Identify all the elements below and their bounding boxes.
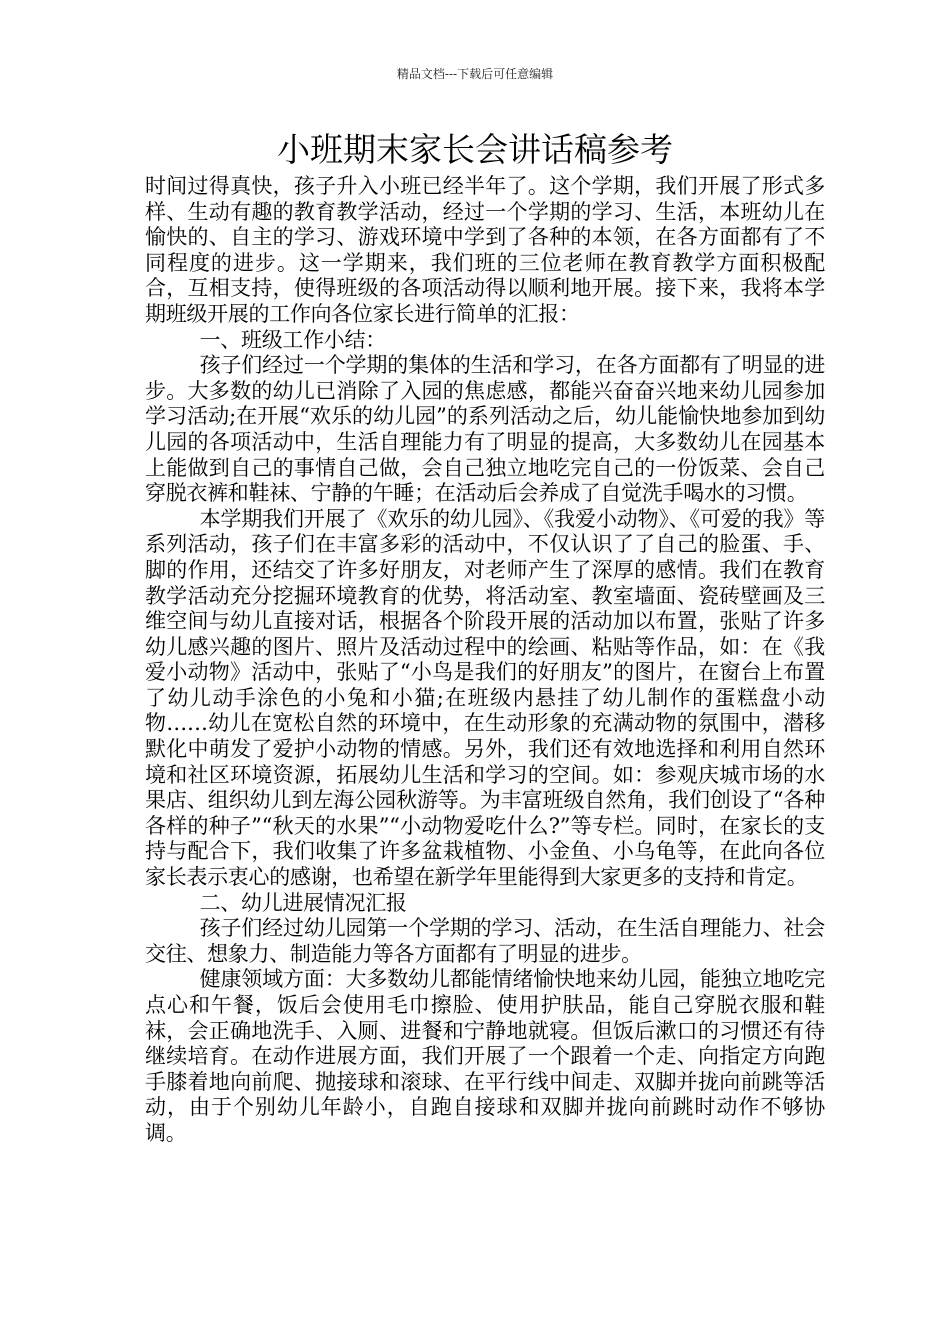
section-heading-child-progress: 二、幼儿进展情况汇报	[199, 890, 407, 915]
body-paragraph: 健康领域方面：大多数幼儿都能情绪愉快地来幼儿园，能独立地吃完点心和午餐，饭后会使用毛巾擦脸、使用护肤品，能自己穿脱衣服和鞋袜，会正确地洗手、入厕、进餐和宁静地就寝。但饭后漱口的习惯还有待继续培育。在动作进展方面，我们开展了一个跟着一个走、向指定方向跑手膝着地向前爬、抛接球和滚球、在平行线中间走、双脚并拢向前跳等活动，由于个别幼儿年龄小，自跑自接球和双脚并拢向前跳时动作不够协调。	[145, 967, 825, 1145]
body-paragraph: 孩子们经过一个学期的集体的生活和学习，在各方面都有了明显的进步。大多数的幼儿已消除了入园的焦虑感，都能兴奋奋兴地来幼儿园参加学习活动;在开展“欢乐的幼儿园”的系列活动之后，幼儿能愉快地参加到幼儿园的各项活动中，生活自理能力有了明显的提高，大多数幼儿在园基本上能做到自己的事情自己做，会自己独立地吃完自己的一份饭菜、会自己穿脱衣裤和鞋袜、宁静的午睡；在活动后会养成了自觉洗手喝水的习惯。	[145, 353, 825, 506]
document-body	[145, 174, 825, 1147]
section-heading-class-work: 一、班级工作小结：	[199, 327, 386, 352]
header-note: 精品文档---下载后可任意编辑	[396, 67, 554, 81]
body-paragraph: 本学期我们开展了《欢乐的幼儿园》、《我爱小动物》、《可爱的我》等系列活动，孩子们在丰富多彩的活动中，不仅认识了了自己的脸蛋、手、脚的作用，还结交了许多好朋友，对老师产生了深厚的感情。我们在教育教学活动充分挖掘环境教育的优势，将活动室、教室墙面、瓷砖壁画及三维空间与幼儿直接对话，根据各个阶段开展的活动加以布置，张贴了许多幼儿感兴趣的图片、照片及活动过程中的绘画、粘贴等作品，如：在《我爱小动物》活动中，张贴了“小鸟是我们的好朋友”的图片，在窗台上布置了幼儿动手涂色的小兔和小猫;在班级内悬挂了幼儿制作的蛋糕盘小动物……幼儿在宽松自然的环境中，在生动形象的充满动物的氛围中，潜移默化中萌发了爱护小动物的情感。另外，我们还有效地选择和利用自然环境和社区环境资源，拓展幼儿生活和学习的空间。如：参观庆城市场的水果店、组织幼儿到左海公园秋游等。为丰富班级自然角，我们创设了“各种各样的种子”“秋天的水果”“小动物爱吃什么?”等专栏。同时，在家长的支持与配合下，我们收集了许多盆栽植物、小金鱼、小乌龟等，在此向各位家长表示衷心的感谢，也希望在新学年里能得到大家更多的支持和肯定。	[145, 506, 825, 890]
body-paragraph: 孩子们经过幼儿园第一个学期的学习、活动，在生活自理能力、社会交往、想象力、制造能力等各方面都有了明显的进步。	[145, 916, 825, 966]
intro-paragraph: 时间过得真快，孩子升入小班已经半年了。这个学期，我们开展了形式多样、生动有趣的教育教学活动，经过一个学期的学习、生活，本班幼儿在愉快的、自主的学习、游戏环境中学到了各种的本领，在各方面都有了不同程度的进步。这一学期来，我们班的三位老师在教育教学方面积极配合，互相支持，使得班级的各项活动得以顺利地开展。接下来，我将本学期班级开展的工作向各位家长进行简单的汇报：	[145, 174, 825, 326]
document-title: 小班期末家长会讲话稿参考	[277, 130, 673, 169]
